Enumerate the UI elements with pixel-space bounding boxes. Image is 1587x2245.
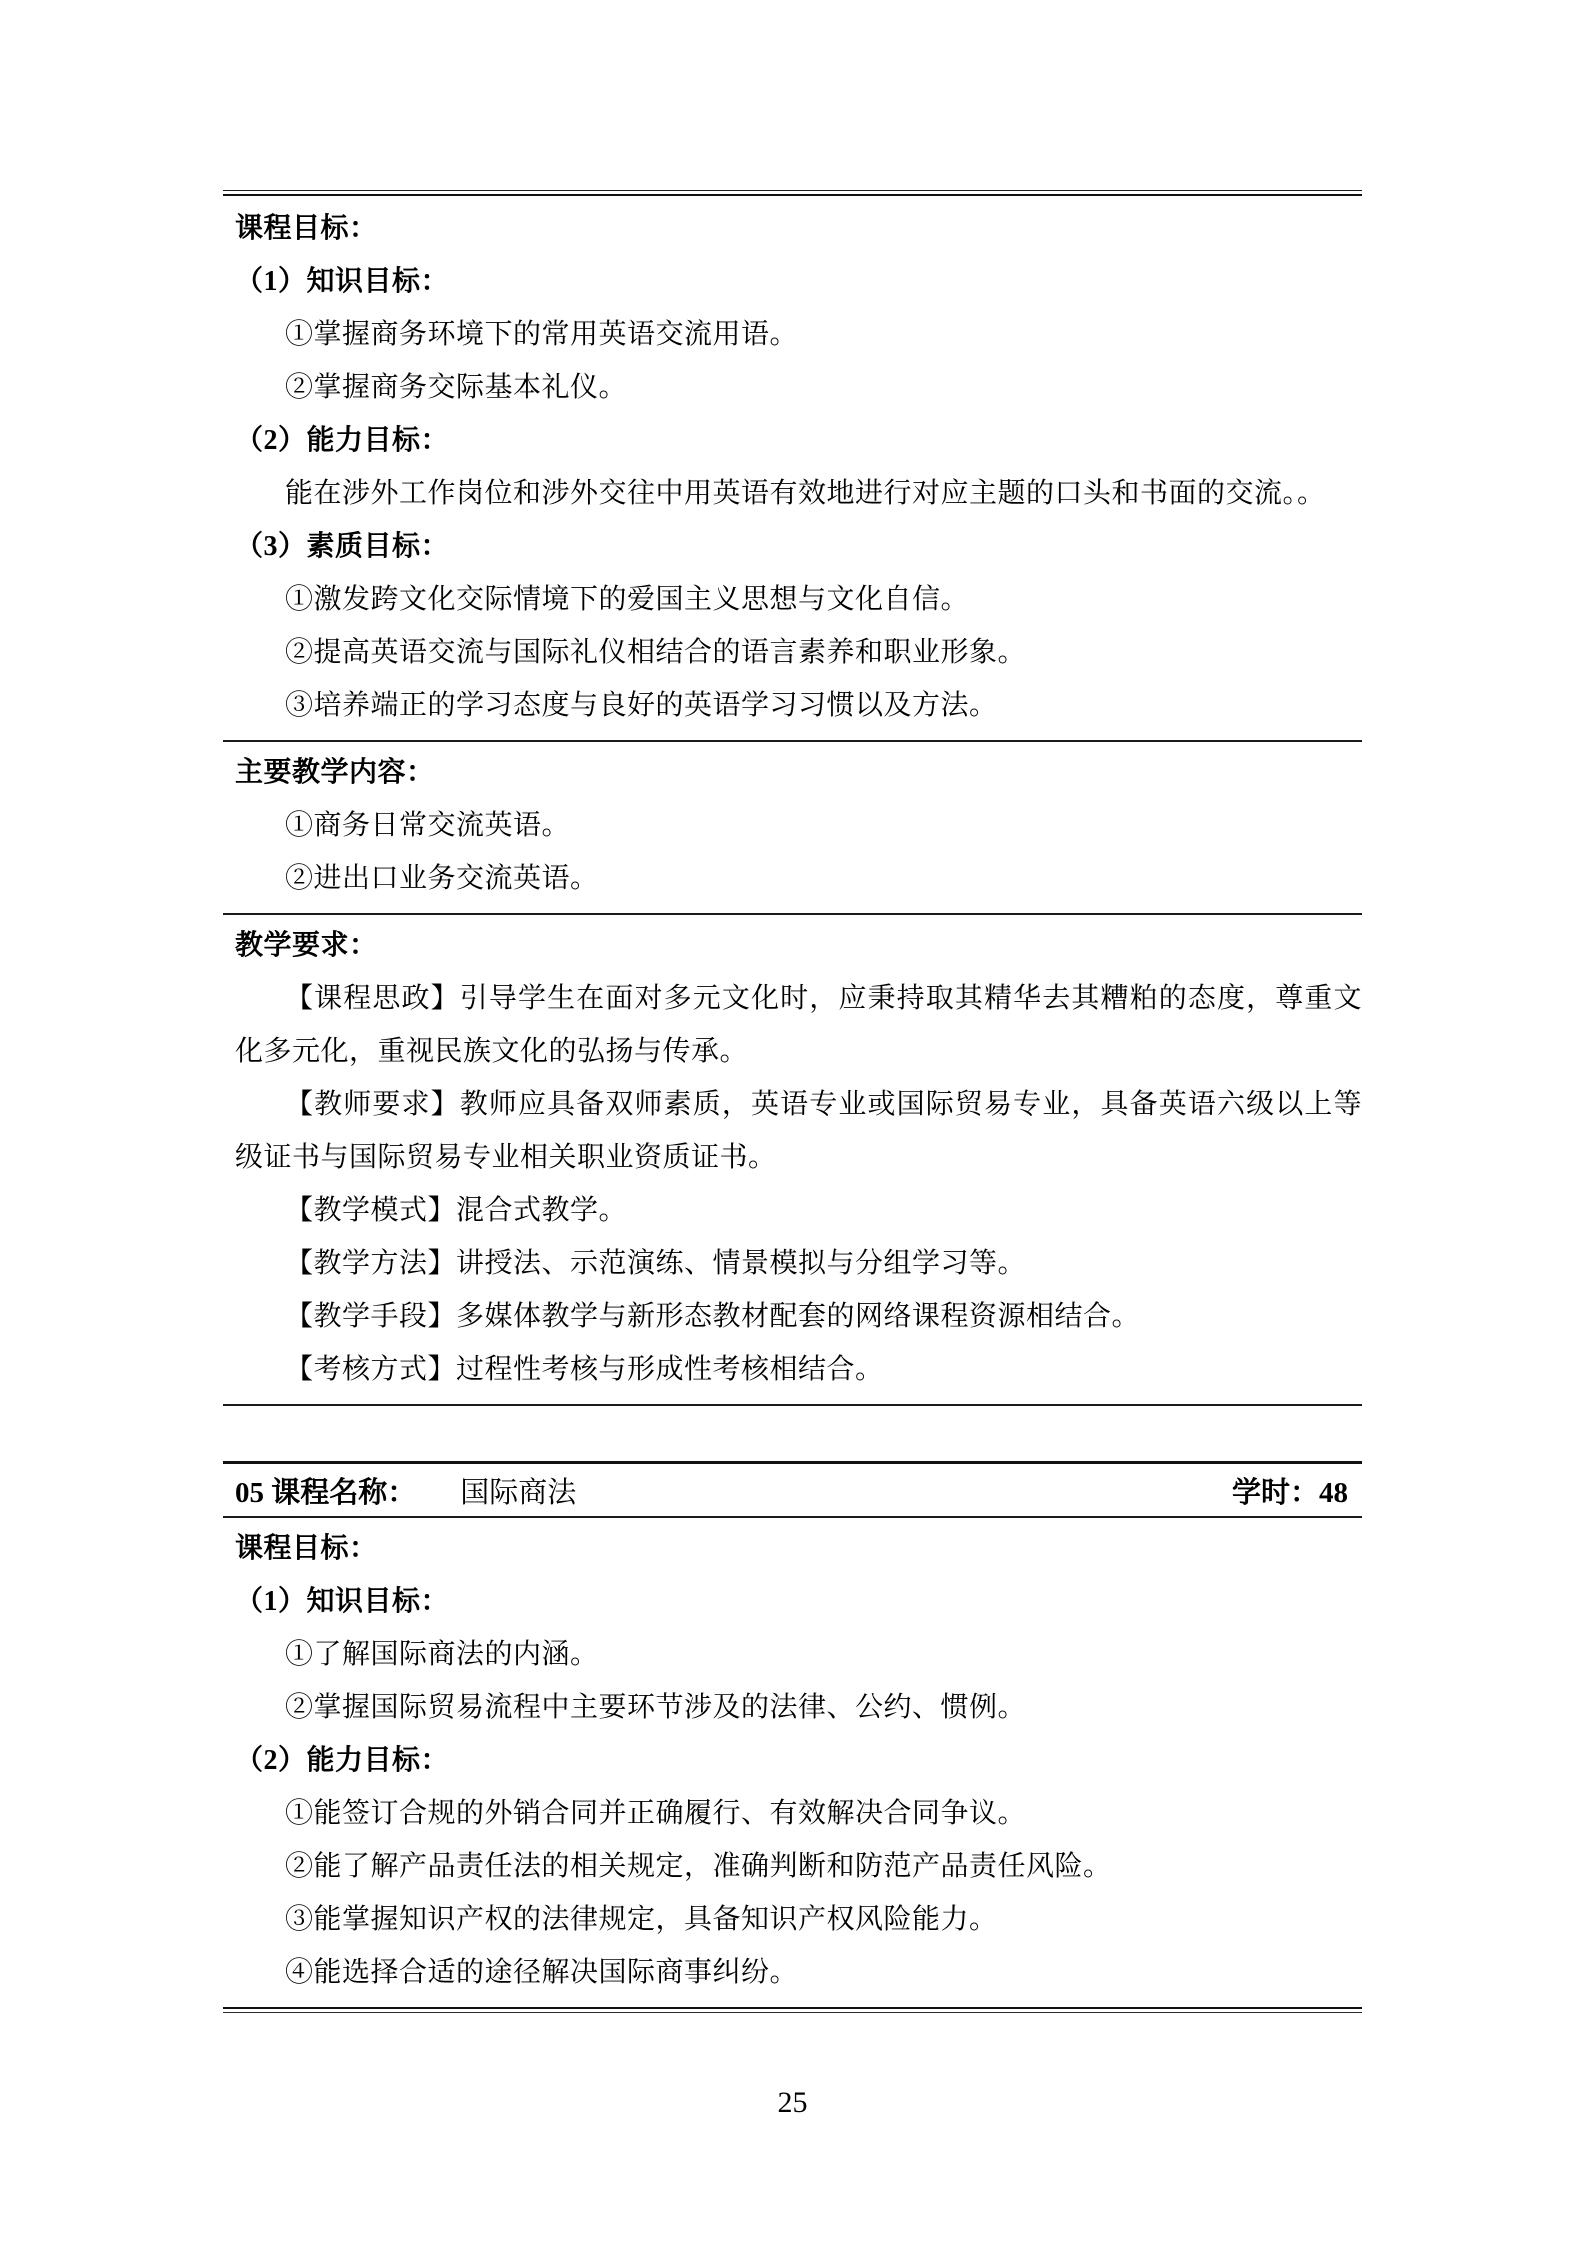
objective-item: ②掌握国际贸易流程中主要环节涉及的法律、公约、惯例。 — [285, 1692, 1027, 1723]
quality-objectives-subheading: （3）素质目标： — [235, 531, 450, 562]
requirement-item: 【教学方法】讲授法、示范演练、情景模拟与分组学习等。 — [285, 1248, 1027, 1279]
objective-item: ①了解国际商法的内涵。 — [285, 1639, 599, 1670]
objective-item: 能在涉外工作岗位和涉外交往中用英语有效地进行对应主题的口头和书面的交流。。 — [285, 478, 1326, 509]
course-number-label: 05 课程名称： — [235, 1476, 417, 1509]
knowledge-objectives-subheading: （1）知识目标： — [235, 1586, 450, 1617]
course-objectives-heading: 课程目标： — [235, 213, 378, 244]
objective-item: ①激发跨文化交际情境下的爱国主义思想与文化自信。 — [285, 584, 970, 615]
objective-item: ②掌握商务交际基本礼仪。 — [285, 372, 628, 403]
objective-item: ①能签订合规的外销合同并正确履行、有效解决合同争议。 — [285, 1798, 1027, 1829]
page-content — [223, 0, 1362, 2123]
ability-objectives-subheading: （2）能力目标： — [235, 1745, 450, 1776]
teaching-requirements-heading: 教学要求： — [235, 930, 378, 961]
objective-item: ②能了解产品责任法的相关规定，准确判断和防范产品责任风险。 — [285, 1851, 1112, 1882]
top-margin — [223, 0, 1362, 190]
course-hours-value: 48 — [1319, 1476, 1348, 1509]
requirement-item: 【考核方式】过程性考核与形成性考核相结合。 — [285, 1354, 884, 1385]
requirement-item: 【教学模式】混合式教学。 — [285, 1195, 628, 1226]
objective-item: ①掌握商务环境下的常用英语交流用语。 — [285, 319, 799, 350]
section-teaching-content — [223, 742, 1362, 913]
section-course05-objectives — [223, 1518, 1362, 2007]
course-name: 国际商法 — [460, 1476, 577, 1509]
page-number: 25 — [777, 2086, 808, 2119]
requirement-item: 【课程思政】引导学生在面对多元文化时，应秉持取其精华去其糟粕的态度，尊重文化多元化，重视民族文化的弘扬与传承。 — [235, 983, 1362, 1067]
objective-item: ④能选择合适的途径解决国际商事纠纷。 — [285, 1957, 799, 1988]
section-teaching-requirements — [223, 915, 1362, 1404]
section-course-objectives — [223, 196, 1362, 740]
table-gap — [223, 1406, 1362, 1461]
teaching-content-item: ①商务日常交流英语。 — [285, 810, 571, 841]
course-title-row — [223, 1464, 1362, 1516]
course-objectives-heading: 课程目标： — [235, 1533, 378, 1564]
knowledge-objectives-subheading: （1）知识目标： — [235, 266, 450, 297]
objective-item: ③能掌握知识产权的法律规定，具备知识产权风险能力。 — [285, 1904, 998, 1935]
teaching-content-item: ②进出口业务交流英语。 — [285, 863, 599, 894]
objective-item: ②提高英语交流与国际礼仪相结合的语言素养和职业形象。 — [285, 637, 1027, 668]
course-hours — [1232, 1470, 1348, 1511]
requirement-item: 【教师要求】教师应具备双师素质，英语专业或国际贸易专业，具备英语六级以上等级证书与国际贸易专业相关职业资质证书。 — [235, 1089, 1362, 1173]
course-hours-label: 学时： — [1231, 1476, 1319, 1509]
requirement-item: 【教学手段】多媒体教学与新形态教材配套的网络课程资源相结合。 — [285, 1301, 1141, 1332]
table2-bottom-border — [223, 2007, 1362, 2013]
course-title-left — [235, 1470, 576, 1511]
ability-objectives-subheading: （2）能力目标： — [235, 425, 450, 456]
objective-item: ③培养端正的学习态度与良好的英语学习习惯以及方法。 — [285, 690, 998, 721]
teaching-content-heading: 主要教学内容： — [235, 757, 435, 788]
